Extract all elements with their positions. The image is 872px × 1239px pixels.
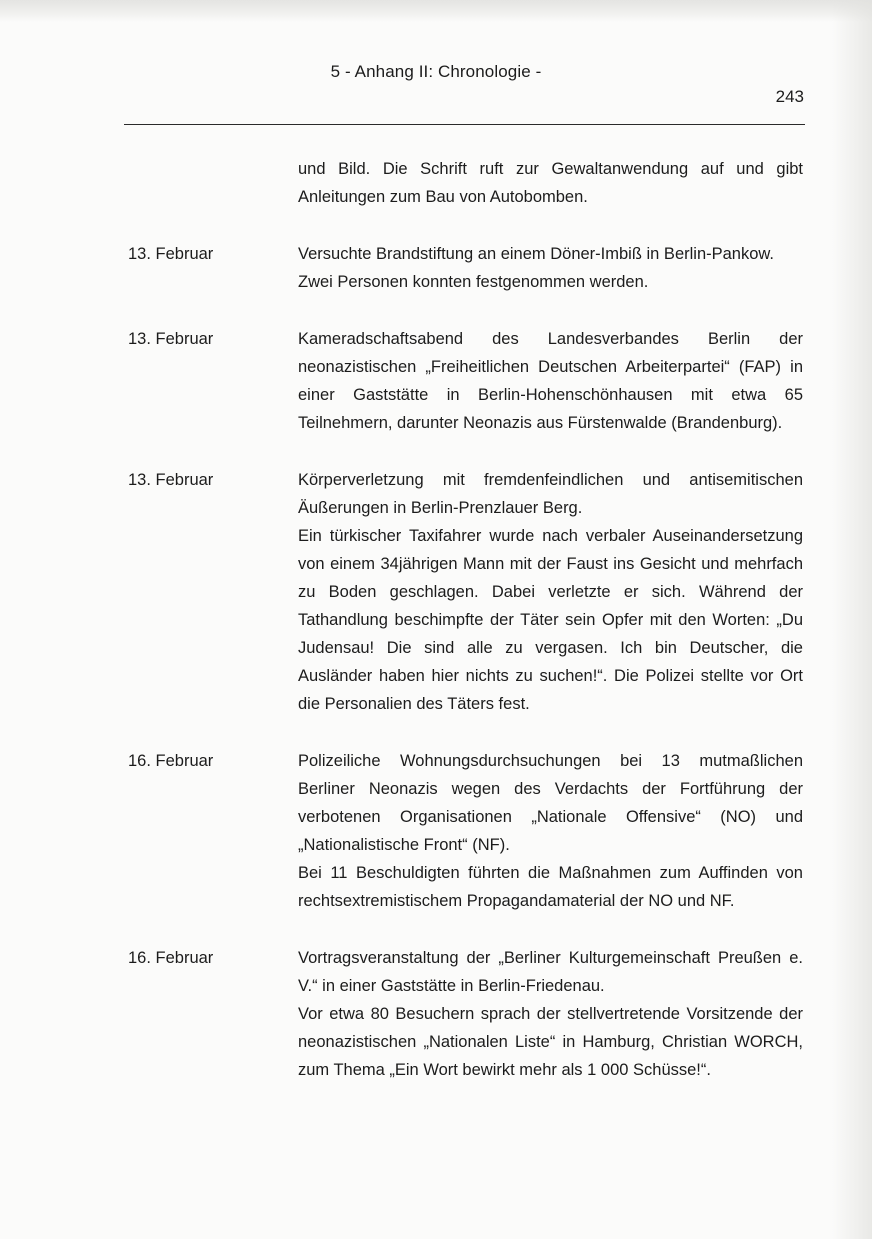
- chronology-entry: [0, 325, 872, 437]
- entry-text: [298, 155, 803, 211]
- page-number: 243: [775, 87, 804, 106]
- entry-paragraph: Vor etwa 80 Besuchern sprach der stellvertretende Vorsitzende der neonazistischen „Nationalen Liste“ in Hamburg, Christian WORCH, zum Thema „Ein Wort bewirkt mehr als 1 000 Schüsse!“.: [298, 1005, 803, 1079]
- entry-date: 13. Februar: [128, 471, 214, 489]
- entry-text: [298, 240, 803, 296]
- entry-paragraph: Polizeiliche Wohnungsdurchsuchungen bei 13 mutmaßlichen Berliner Neonazis wegen des Verdachts der Fortführung der verbotenen Organisationen „Nationale Offensive“ (NO) und „Nationalistische Front“ (NF).: [298, 752, 803, 854]
- chronology-entry: [0, 747, 872, 915]
- entry-date: 16. Februar: [128, 949, 214, 967]
- entry-date: 13. Februar: [128, 245, 214, 263]
- chronology-entry: [0, 155, 872, 211]
- chronology-entries: [0, 155, 872, 1113]
- entry-text: [298, 325, 803, 437]
- entry-paragraph: Ein türkischer Taxifahrer wurde nach verbaler Auseinandersetzung von einem 34jährigen Mann mit der Faust ins Gesicht und mehrfach zu Boden geschlagen. Dabei verletzte er sich. Während der Tathandlung beschimpfte der Täter sein Opfer mit den Worten: „Du Judensau! Die sind alle zu vergasen. Ich bin Deutscher, die Ausländer haben hier nichts zu suchen!“. Die Polizei stellte vor Ort die Personalien des Täters fest.: [298, 527, 803, 713]
- header-rule: [124, 124, 805, 125]
- entry-paragraph: Versuchte Brandstiftung an einem Döner-Imbiß in Berlin-Pankow.: [298, 245, 774, 263]
- entry-paragraph: Körperverletzung mit fremdenfeindlichen und antisemitischen Äußerungen in Berlin-Prenzlauer Berg.: [298, 471, 803, 517]
- chronology-entry: [0, 240, 872, 296]
- entry-date: 16. Februar: [128, 752, 214, 770]
- entry-date: 13. Februar: [128, 330, 214, 348]
- scan-edge: [0, 0, 872, 22]
- page-header: 5 - Anhang II: Chronologie -: [330, 62, 542, 81]
- entry-text: [298, 466, 803, 718]
- chronology-entry: [0, 466, 872, 718]
- chronology-entry: [0, 944, 872, 1084]
- entry-paragraph: Zwei Personen konnten festgenommen werden.: [298, 273, 649, 291]
- entry-paragraph: Kameradschaftsabend des Landesverbandes Berlin der neonazistischen „Freiheitlichen Deutschen Arbeiterpartei“ (FAP) in einer Gaststätte in Berlin-Hohenschönhausen mit etwa 65 Teilnehmern, darunter Neonazis aus Fürstenwalde (Brandenburg).: [298, 330, 803, 432]
- entry-text: [298, 944, 803, 1084]
- entry-text: [298, 747, 803, 915]
- entry-paragraph: Bei 11 Beschuldigten führten die Maßnahmen zum Auffinden von rechtsextremistischem Propagandamaterial der NO und NF.: [298, 864, 803, 910]
- entry-paragraph: Vortragsveranstaltung der „Berliner Kulturgemeinschaft Preußen e. V.“ in einer Gaststätte in Berlin-Friedenau.: [298, 949, 803, 995]
- entry-paragraph: und Bild. Die Schrift ruft zur Gewaltanwendung auf und gibt Anleitungen zum Bau von Autobomben.: [298, 160, 803, 206]
